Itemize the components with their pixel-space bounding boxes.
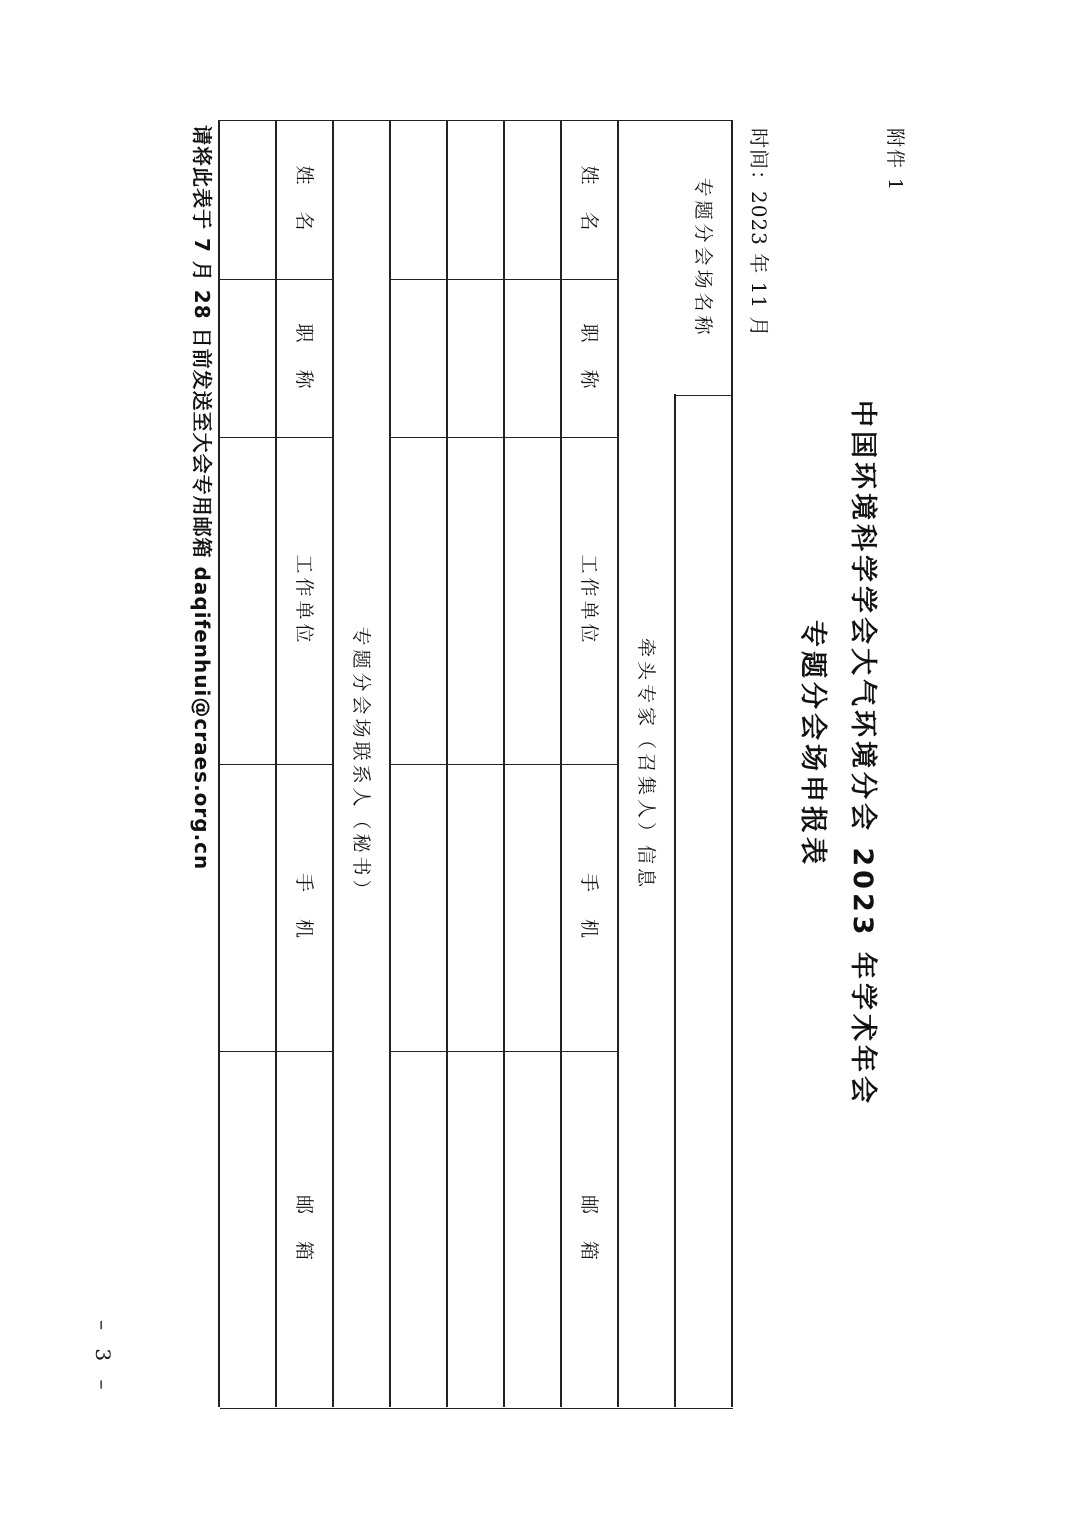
contact-entry-row xyxy=(220,120,277,1409)
col-divider xyxy=(220,437,277,438)
table-rule xyxy=(332,120,334,1407)
col-divider xyxy=(220,764,277,765)
col-divider xyxy=(448,1051,505,1052)
contact-section-title: 专题分会场联系人（秘书） xyxy=(350,626,372,903)
expert-section-title: 牵头专家（召集人）信息 xyxy=(635,637,657,891)
expert-section-row xyxy=(619,120,676,1409)
expert-header-row xyxy=(562,120,619,1409)
page-number: – 3 – xyxy=(91,1320,115,1396)
col-divider xyxy=(448,279,505,280)
col-divider xyxy=(391,1051,448,1052)
expert-entry-row xyxy=(448,120,505,1409)
col-divider xyxy=(220,279,277,280)
session-name-value xyxy=(676,395,733,1408)
expert-entry-row xyxy=(391,120,448,1409)
contact-section-row xyxy=(334,120,391,1409)
col-divider xyxy=(391,437,448,438)
col-divider xyxy=(391,279,448,280)
table-rule xyxy=(560,120,562,1407)
attachment-label: 附件 1 xyxy=(884,128,906,193)
table-rule xyxy=(731,120,733,1407)
col-divider xyxy=(220,1051,277,1052)
table-rule xyxy=(617,120,619,1407)
header-mobile: 手 机 xyxy=(578,872,600,942)
header-title: 职 称 xyxy=(293,323,315,393)
header-workplace: 工作单位 xyxy=(578,554,600,647)
col-divider xyxy=(391,764,448,765)
submission-note: 请将此表于 7 月 28 日前发送至大会专用邮箱 daqifenhui@craes.org.cn xyxy=(190,125,214,871)
table-rule xyxy=(218,120,220,1407)
contact-header-row xyxy=(277,120,334,1409)
header-title: 职 称 xyxy=(578,323,600,393)
header-name: 姓 名 xyxy=(578,165,600,235)
table-rule xyxy=(503,120,505,1407)
document-title: 中国环境科学学会大气环境分会 2023 年学术年会 xyxy=(847,400,878,1107)
header-email: 邮 箱 xyxy=(578,1194,600,1264)
col-divider xyxy=(505,279,562,280)
session-name-row xyxy=(676,120,733,1409)
col-divider xyxy=(505,1051,562,1052)
expert-entry-row xyxy=(505,120,562,1409)
table-rule xyxy=(275,120,277,1407)
table-rule xyxy=(389,120,391,1407)
header-workplace: 工作单位 xyxy=(293,554,315,647)
date-line: 时间：2023 年 11 月 xyxy=(747,128,771,338)
col-divider xyxy=(448,764,505,765)
document-subtitle: 专题分会场申报表 xyxy=(797,620,828,868)
col-divider xyxy=(505,764,562,765)
header-mobile: 手 机 xyxy=(293,872,315,942)
header-name: 姓 名 xyxy=(293,165,315,235)
col-divider xyxy=(505,437,562,438)
table-rule xyxy=(674,394,676,1407)
session-name-label: 专题分会场名称 xyxy=(692,177,714,339)
col-divider xyxy=(448,437,505,438)
application-form-table xyxy=(221,120,733,1407)
table-rule xyxy=(446,120,448,1407)
header-email: 邮 箱 xyxy=(293,1194,315,1264)
